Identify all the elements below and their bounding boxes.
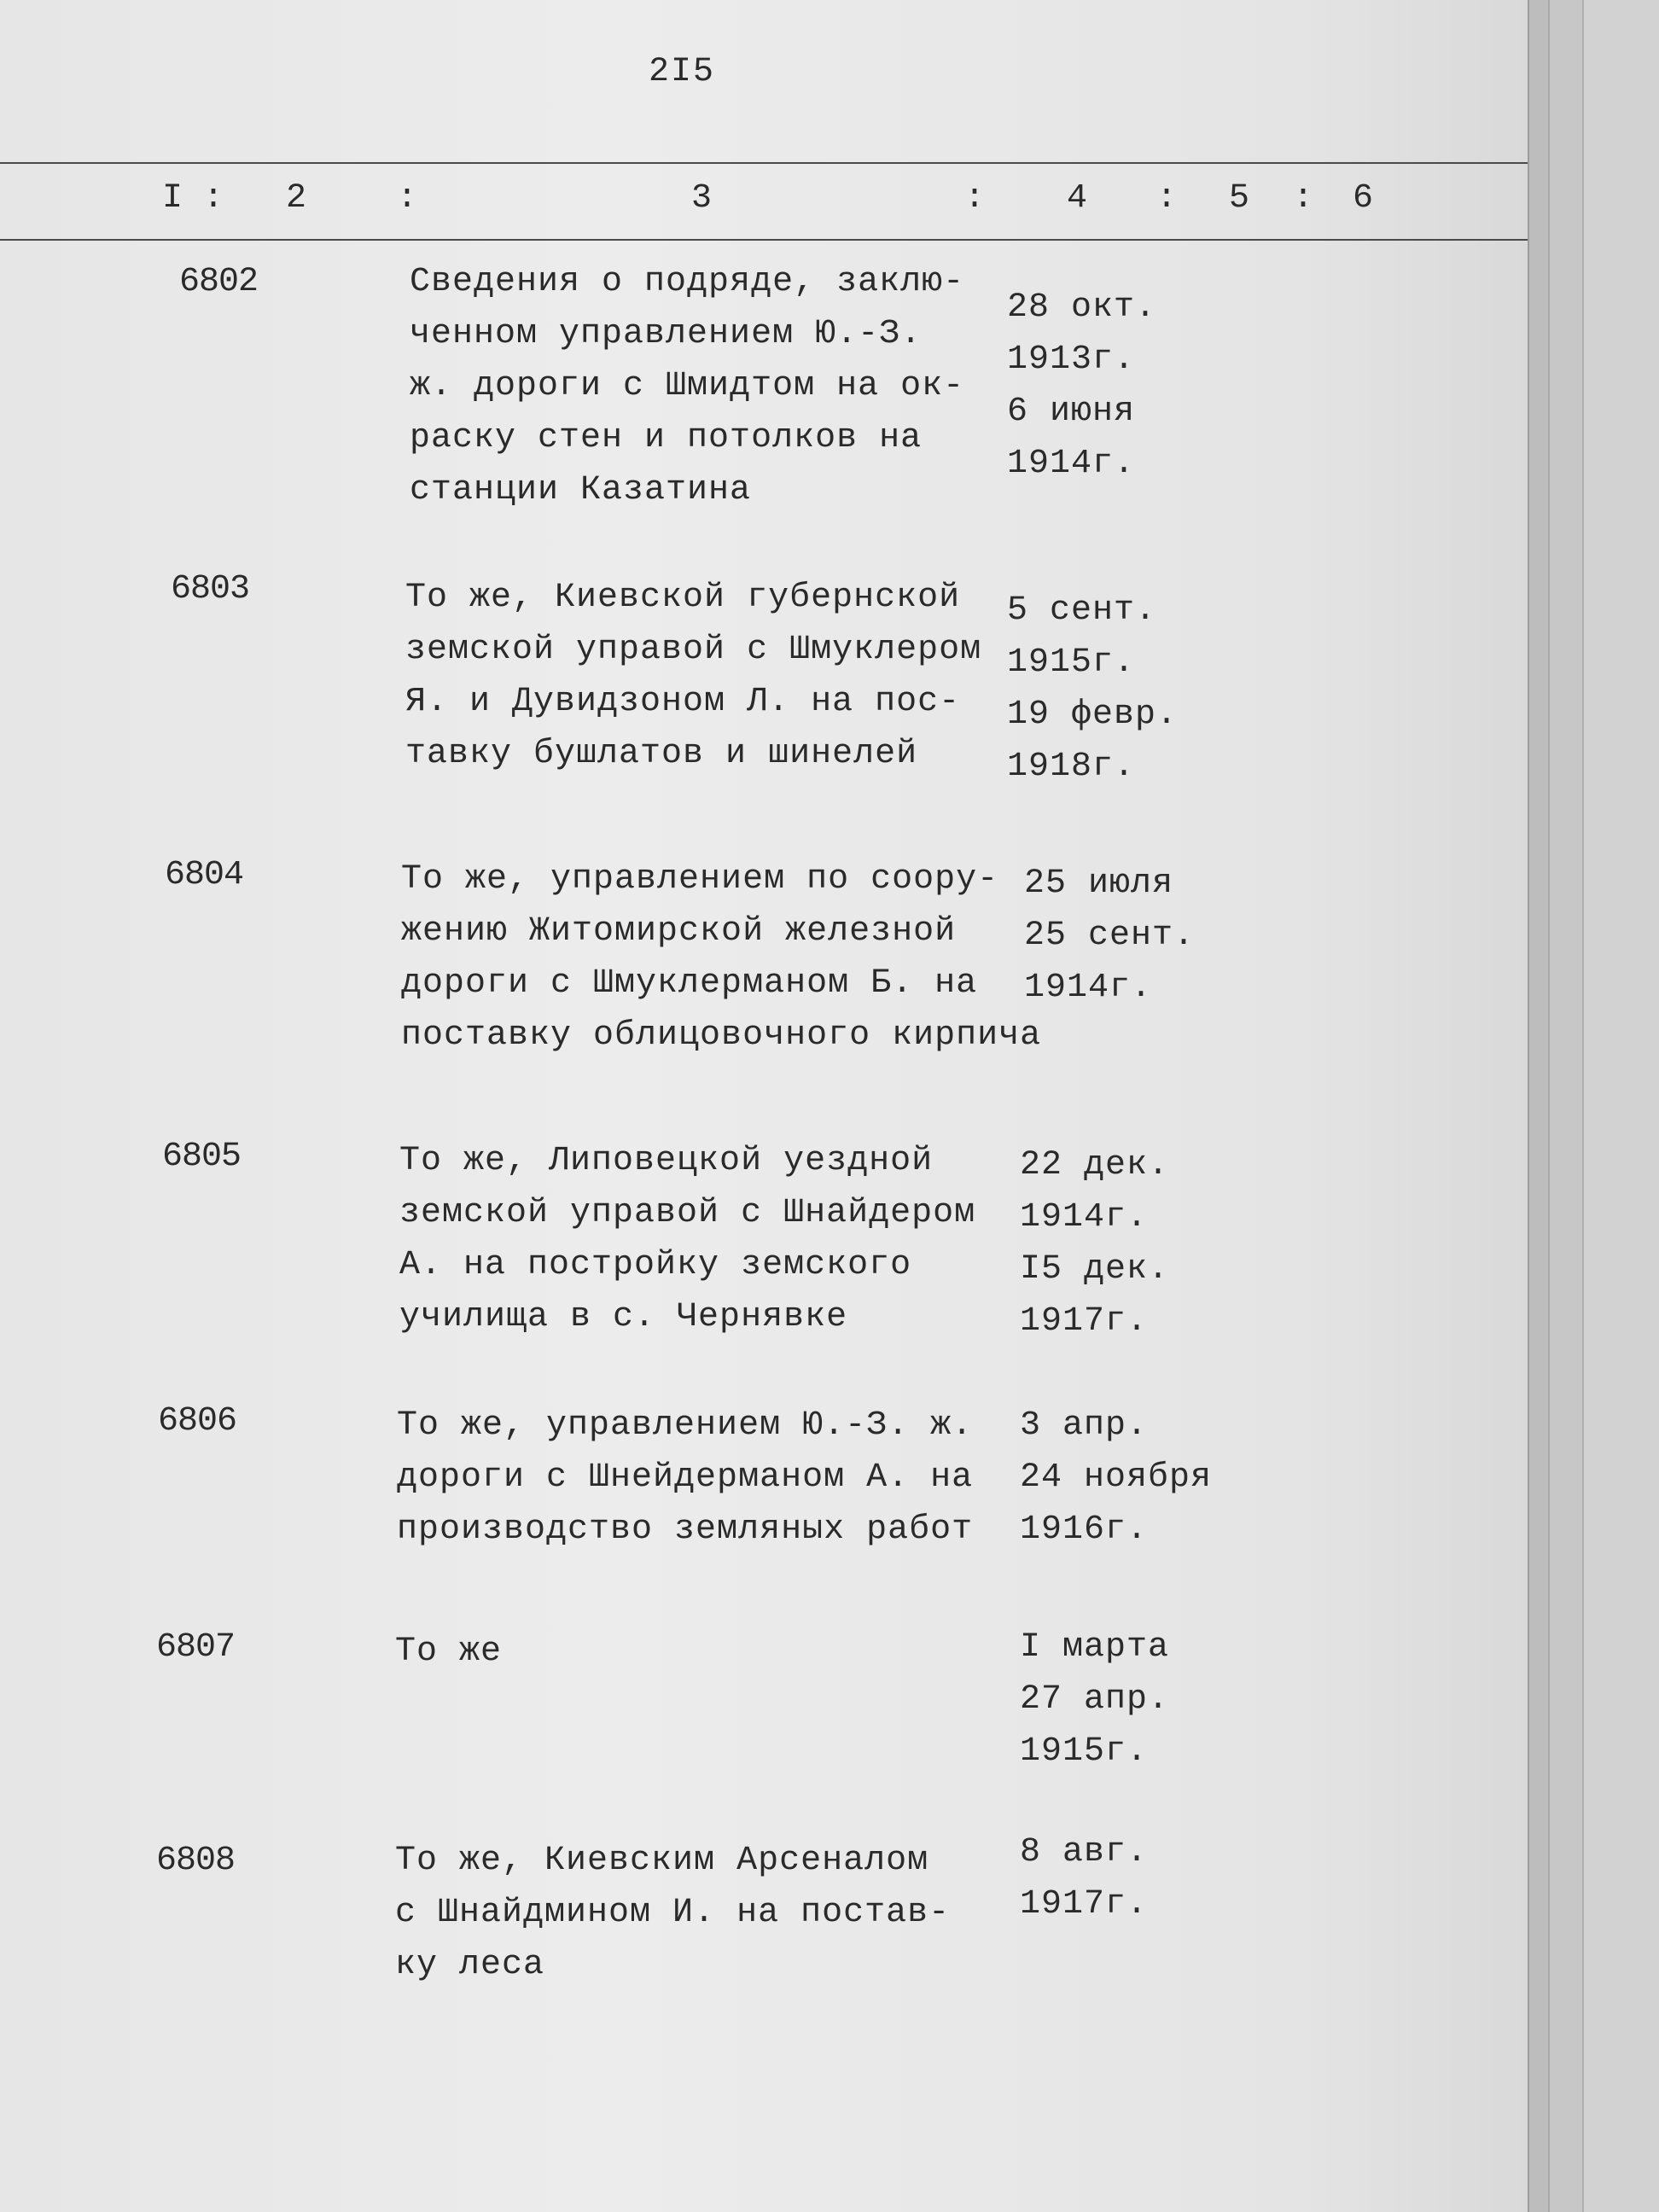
header-bottom-rule [0,239,1528,241]
column-header-3: 3 [691,179,713,218]
entry-dates: 8 авг. 1917г. [1020,1833,1149,1924]
entry-description: То же, управлением Ю.-З. ж. дороги с Шнейдерманом А. на производство земляных работ [397,1406,974,1549]
entry-number: 6803 [171,570,250,608]
entry-dates: 22 дек. 1914г. I5 дек. 1917г. [1020,1146,1170,1341]
entry-description: То же, Липовецкой уездной земской управой с Шнайдером А. на постройку земского училища в с. Чернявке [399,1142,976,1336]
column-header-4: 4 [1067,179,1088,218]
page-number: 2I5 [649,53,716,91]
entry-dates: 28 окт. 1913г. 6 июня 1914г. [1007,288,1157,483]
entry-dates: 3 апр. 24 ноября 1916г. [1020,1406,1213,1549]
column-separator-4: : [1293,179,1314,218]
page-stack-edge [1548,0,1584,2212]
column-header-5: 5 [1229,179,1250,218]
entry-number: 6805 [162,1138,242,1176]
column-separator-1: : [397,179,418,218]
entry-number: 6807 [156,1628,236,1667]
entry-number: 6808 [156,1842,236,1880]
page-stack-edge [1582,0,1659,2212]
column-separator-3: : [1156,179,1178,218]
entry-description: То же, Киевской губернской земской управой с Шмуклером Я. и Дувидзоном Л. на пос- тавку бушлатов и шинелей [405,579,982,773]
entry-number: 6804 [165,856,244,894]
entry-description: То же, Киевским Арсеналом с Шнайдмином И. на постав- ку леса [395,1842,951,1984]
entry-dates: I марта 27 апр. 1915г. [1020,1628,1170,1771]
entry-description: То же [395,1633,503,1671]
entry-dates: 25 июля 25 сент. 1914г. [1024,864,1196,1007]
header-top-rule [0,162,1528,164]
entry-description: То же, управлением по соору- жению Житомирской железной дороги с Шмуклерманом Б. на поставку облицовочного кирпича [401,860,1042,1055]
entry-description: Сведения о подряде, заклю- ченном управлением Ю.-З. ж. дороги с Шмидтом на ок- раску стен и потолков на станции Казатина [410,263,965,509]
column-header-2: 2 [286,179,307,218]
column-separator-2: : [964,179,986,218]
entry-number: 6802 [179,263,259,301]
entry-dates: 5 сент. 1915г. 19 февр. 1918г. [1007,591,1179,786]
column-header-6: 6 [1353,179,1374,218]
entry-number: 6806 [158,1402,237,1441]
column-header-1: I : [162,179,224,218]
page-stack-edge [1528,0,1550,2212]
